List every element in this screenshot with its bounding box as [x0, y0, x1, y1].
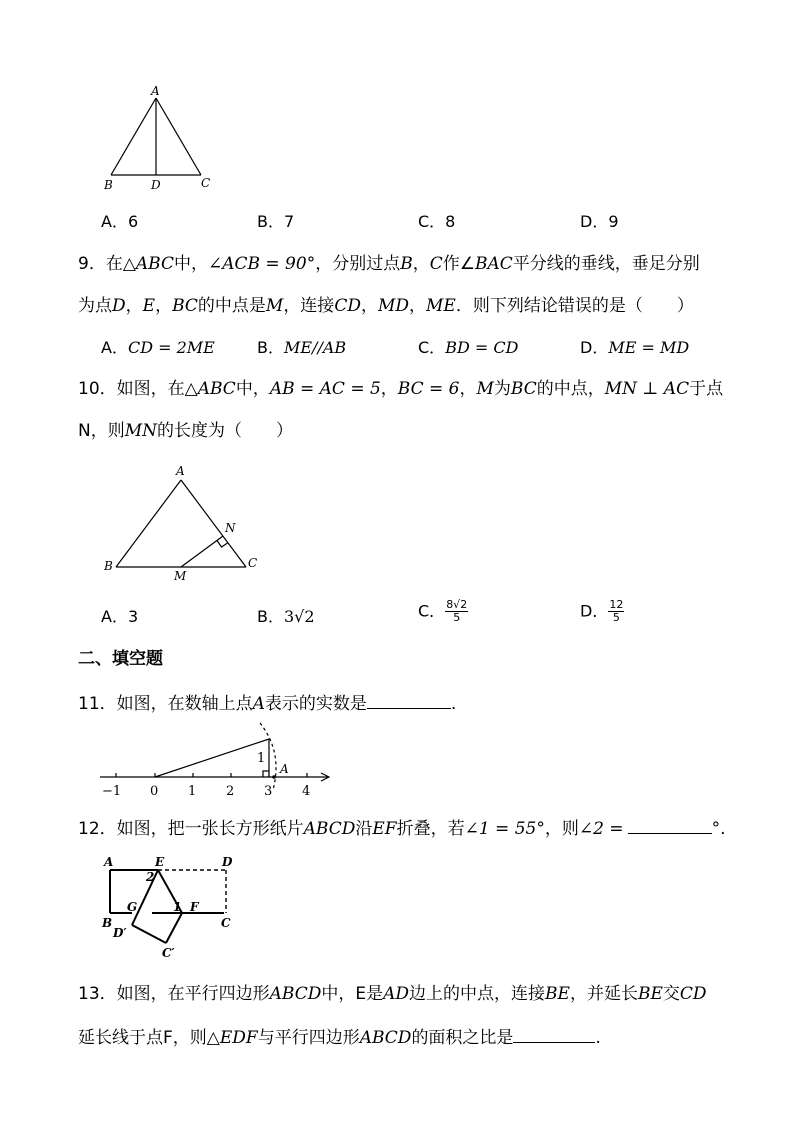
q12-math: ABCD [303, 819, 356, 839]
q9-text: ．则下列结论错误的是（ ） [455, 296, 694, 316]
q10-math: ABC [197, 379, 236, 399]
q9-option-b-value: ME//AB [283, 338, 347, 357]
q10-text: ， [380, 379, 398, 399]
q10-option-a: A．3 [101, 607, 139, 626]
q13-math: ABCD [269, 984, 322, 1004]
q10-option-c-label: C． [418, 601, 446, 621]
q9-math: MD [377, 296, 409, 316]
q13-math: AD [383, 984, 410, 1004]
section-title: 二、填空题 [78, 649, 163, 669]
label-b: B [104, 178, 113, 192]
fraction-denominator: 5 [612, 611, 620, 624]
tick-label: 3 [264, 784, 273, 799]
label-d: D [222, 855, 233, 869]
label-one: 1 [257, 751, 266, 766]
q13-math: ABCD [359, 1028, 412, 1048]
tick-label: 1 [188, 784, 197, 799]
q10-text: 的长度为（ ） [157, 421, 294, 441]
label-a: A [176, 464, 185, 478]
q9-math: B [400, 254, 413, 274]
q10-math: MN ⊥ AC [604, 379, 690, 399]
label-c: C [221, 916, 231, 930]
q9-text: ，连接 [283, 296, 335, 316]
label-m: M [174, 569, 187, 583]
q13-text: 边上的中点，连接 [409, 984, 546, 1004]
q11-text-part: . [450, 694, 457, 714]
q9-text: ， [155, 296, 173, 316]
q12-math: EF [372, 819, 397, 839]
label-c: C [248, 556, 258, 570]
q9-option-d-value: ME = MD [608, 338, 690, 357]
q11-math: A [252, 694, 265, 714]
fraction-numerator: 8√2 [446, 598, 468, 611]
label-1: 1 [173, 900, 182, 914]
label-d-prime: D′ [113, 926, 127, 940]
q9-text: 平分线的垂线，垂足分别 [512, 254, 700, 274]
q10-option-b-label: B． [257, 607, 284, 626]
q13-math: BE [545, 984, 570, 1004]
q12-text-part: °. [711, 819, 726, 839]
q9-option-d-label: D． [580, 338, 609, 357]
q13-text: 的面积之比是 [411, 1028, 514, 1048]
q12-math: ∠2 = [578, 819, 624, 839]
q13-math: EDF [219, 1028, 258, 1048]
tick-label: −1 [102, 784, 122, 799]
label-b: B [104, 559, 113, 573]
q13-line2 [78, 1026, 601, 1048]
q10-text: 为 [493, 379, 511, 399]
q8-option-d: D．9 [580, 212, 619, 231]
label-d: D [151, 178, 161, 192]
fraction-denominator: 5 [453, 611, 461, 624]
q13-text: 与平行四边形 [257, 1028, 360, 1048]
q9-text: ，分别过点 [315, 254, 401, 274]
tick-label: 0 [150, 784, 159, 799]
q9-text: 作∠ [442, 254, 475, 274]
q11-text-part: 11．如图，在数轴上点 [78, 694, 253, 714]
tick-label: 2 [226, 784, 235, 799]
q9-option-b-label: B． [257, 338, 284, 357]
label-c-prime: C′ [162, 946, 175, 960]
q12-text-part: 12．如图，把一张长方形纸片 [78, 819, 304, 839]
q13-math: CD [679, 984, 707, 1004]
q13-math: BE [637, 984, 663, 1004]
q13-text: 交 [662, 984, 680, 1004]
label-e: E [155, 855, 165, 869]
q10-text: 于点 [689, 379, 724, 399]
label-2: 2 [146, 870, 155, 884]
q9-math: ME [426, 296, 456, 316]
label-a: A [280, 762, 289, 776]
q9-math: E [142, 296, 156, 316]
q10-math: BC = 6 [397, 379, 460, 399]
tick-label: 4 [302, 784, 311, 799]
q9-math: BC [172, 296, 198, 316]
label-a: A [151, 84, 160, 98]
q10-text: 的中点， [536, 379, 605, 399]
q9-text: 中， [173, 254, 208, 274]
fraction-numerator: 12 [609, 598, 624, 611]
q10-text: N，则 [78, 421, 125, 441]
answer-blank[interactable] [513, 1026, 595, 1043]
q9-math: ∠ACB = 90° [207, 254, 316, 274]
q9-option-a-value: CD = 2ME [127, 338, 215, 357]
q10-math: M [476, 379, 494, 399]
q9-text: ， [360, 296, 378, 316]
label-c: C [201, 176, 211, 190]
label-f: F [190, 900, 199, 914]
q9-option-a-label: A． [101, 338, 128, 357]
q9-option-c-value: BD = CD [445, 338, 519, 357]
q9-math: D [112, 296, 126, 316]
q10-option-d-label: D． [580, 601, 609, 621]
q9-math: BAC [474, 254, 513, 274]
q9-math: ABC [135, 254, 174, 274]
q9-math: CD [334, 296, 361, 316]
label-b: B [102, 916, 113, 930]
q9-math: M [265, 296, 284, 316]
q9-option-c-label: C． [418, 338, 446, 357]
q9-text: 9．在△ [78, 254, 136, 274]
q13-text: 延长线于点F，则△ [78, 1028, 220, 1048]
q9-text: ， [412, 254, 430, 274]
q13-text: . [595, 1028, 601, 1048]
label-g: G [127, 900, 138, 914]
label-a: A [104, 855, 114, 869]
q10-text: 10．如图，在△ [78, 379, 198, 399]
q10-math: AB = AC = 5 [269, 379, 381, 399]
q10-text: 中， [235, 379, 270, 399]
q9-text: ， [409, 296, 426, 316]
q10-text: ， [459, 379, 477, 399]
q11-text-part: 表示的实数是 [264, 694, 367, 714]
q9-text: 的中点是 [197, 296, 266, 316]
q9-math: C [429, 254, 443, 274]
q8-option-c: C．8 [418, 212, 456, 231]
q8-option-b: B．7 [257, 212, 295, 231]
q9-text: 为点 [78, 296, 112, 316]
q13-text: ，并延长 [569, 984, 638, 1004]
label-n: N [225, 521, 236, 535]
q8-option-a: A．6 [101, 212, 139, 231]
q13-text: 中，E是 [321, 984, 384, 1004]
q13-line1 [78, 984, 707, 1004]
q10-math: MN [124, 421, 158, 441]
q12-text-part: 折叠，若 [396, 819, 465, 839]
q10-math: BC [510, 379, 537, 399]
q12-text-part: 沿 [355, 819, 373, 839]
q12-math: ∠1 = 55° [464, 819, 545, 839]
q13-text: 13．如图，在平行四边形 [78, 984, 270, 1004]
q9-text: ， [125, 296, 143, 316]
q12-text-part: ，则 [544, 819, 579, 839]
q10-option-b-value: 3√2 [283, 607, 315, 626]
